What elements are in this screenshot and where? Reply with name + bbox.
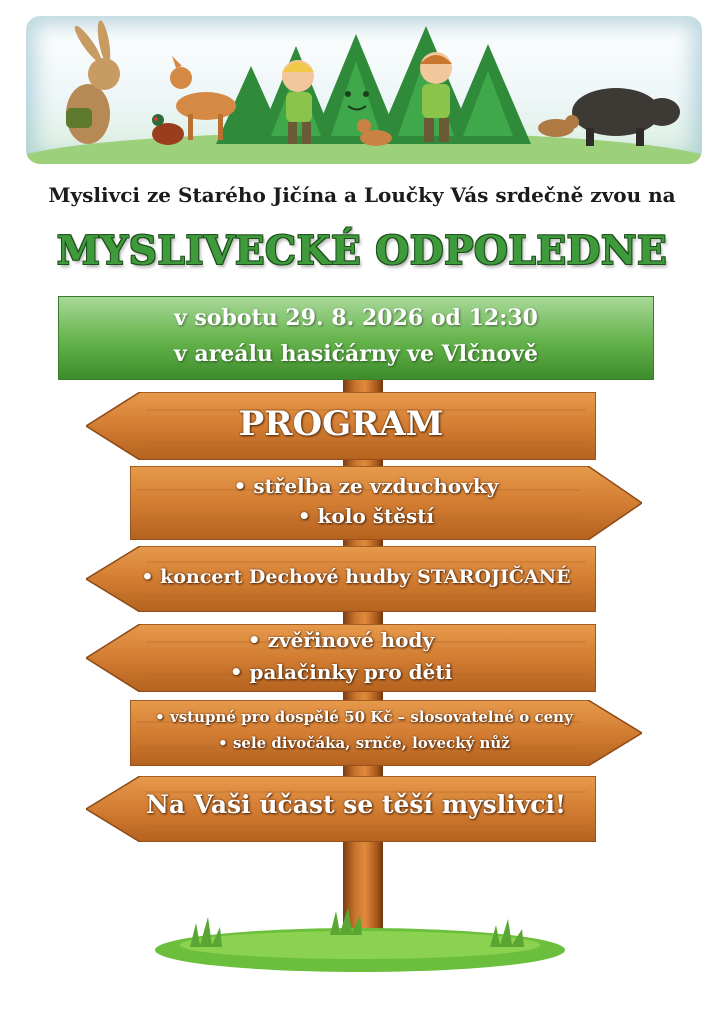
sign-program bbox=[86, 392, 596, 460]
event-headline: MYSLIVECKÉ ODPOLEDNE bbox=[56, 228, 668, 274]
activity-wheel-of-fortune: • kolo štěstí bbox=[297, 504, 435, 528]
forest-animals-illustration bbox=[26, 16, 702, 164]
activity-shooting: • střelba ze vzduchovky bbox=[233, 474, 499, 498]
closing-text: Na Vaši účast se těší myslivci! bbox=[146, 790, 566, 819]
sign-activities bbox=[130, 466, 642, 540]
rabbit-figure bbox=[66, 19, 120, 144]
entry-fee: • vstupné pro dospělé 50 Kč – slosovatelné o ceny bbox=[155, 708, 573, 726]
pheasant-figure bbox=[152, 114, 184, 145]
program-title: PROGRAM bbox=[238, 404, 444, 444]
event-venue-line: v areálu hasičárny ve Vlčnově bbox=[174, 341, 538, 367]
entry-prizes: • sele divočáka, srnče, lovecký nůž bbox=[218, 734, 510, 752]
piglet-figure bbox=[538, 115, 579, 137]
sign-entry bbox=[130, 700, 642, 766]
concert-text: • koncert Dechové hudby STAROJIČANÉ bbox=[141, 566, 571, 588]
grass-patch bbox=[150, 905, 570, 975]
event-details-box bbox=[58, 296, 654, 380]
illustration-banner bbox=[26, 16, 702, 164]
boar-figure bbox=[572, 88, 680, 146]
invitation-text: Myslivci ze Starého Jičína a Loučky Vás srdečně zvou na bbox=[48, 183, 676, 207]
food-game-feast: • zvěřinové hody bbox=[247, 628, 435, 652]
sign-concert bbox=[86, 546, 596, 612]
sign-closing bbox=[86, 776, 596, 842]
event-date-line: v sobotu 29. 8. 2026 od 12:30 bbox=[174, 305, 538, 331]
food-pancakes: • palačinky pro děti bbox=[229, 660, 453, 684]
sign-food bbox=[86, 624, 596, 692]
